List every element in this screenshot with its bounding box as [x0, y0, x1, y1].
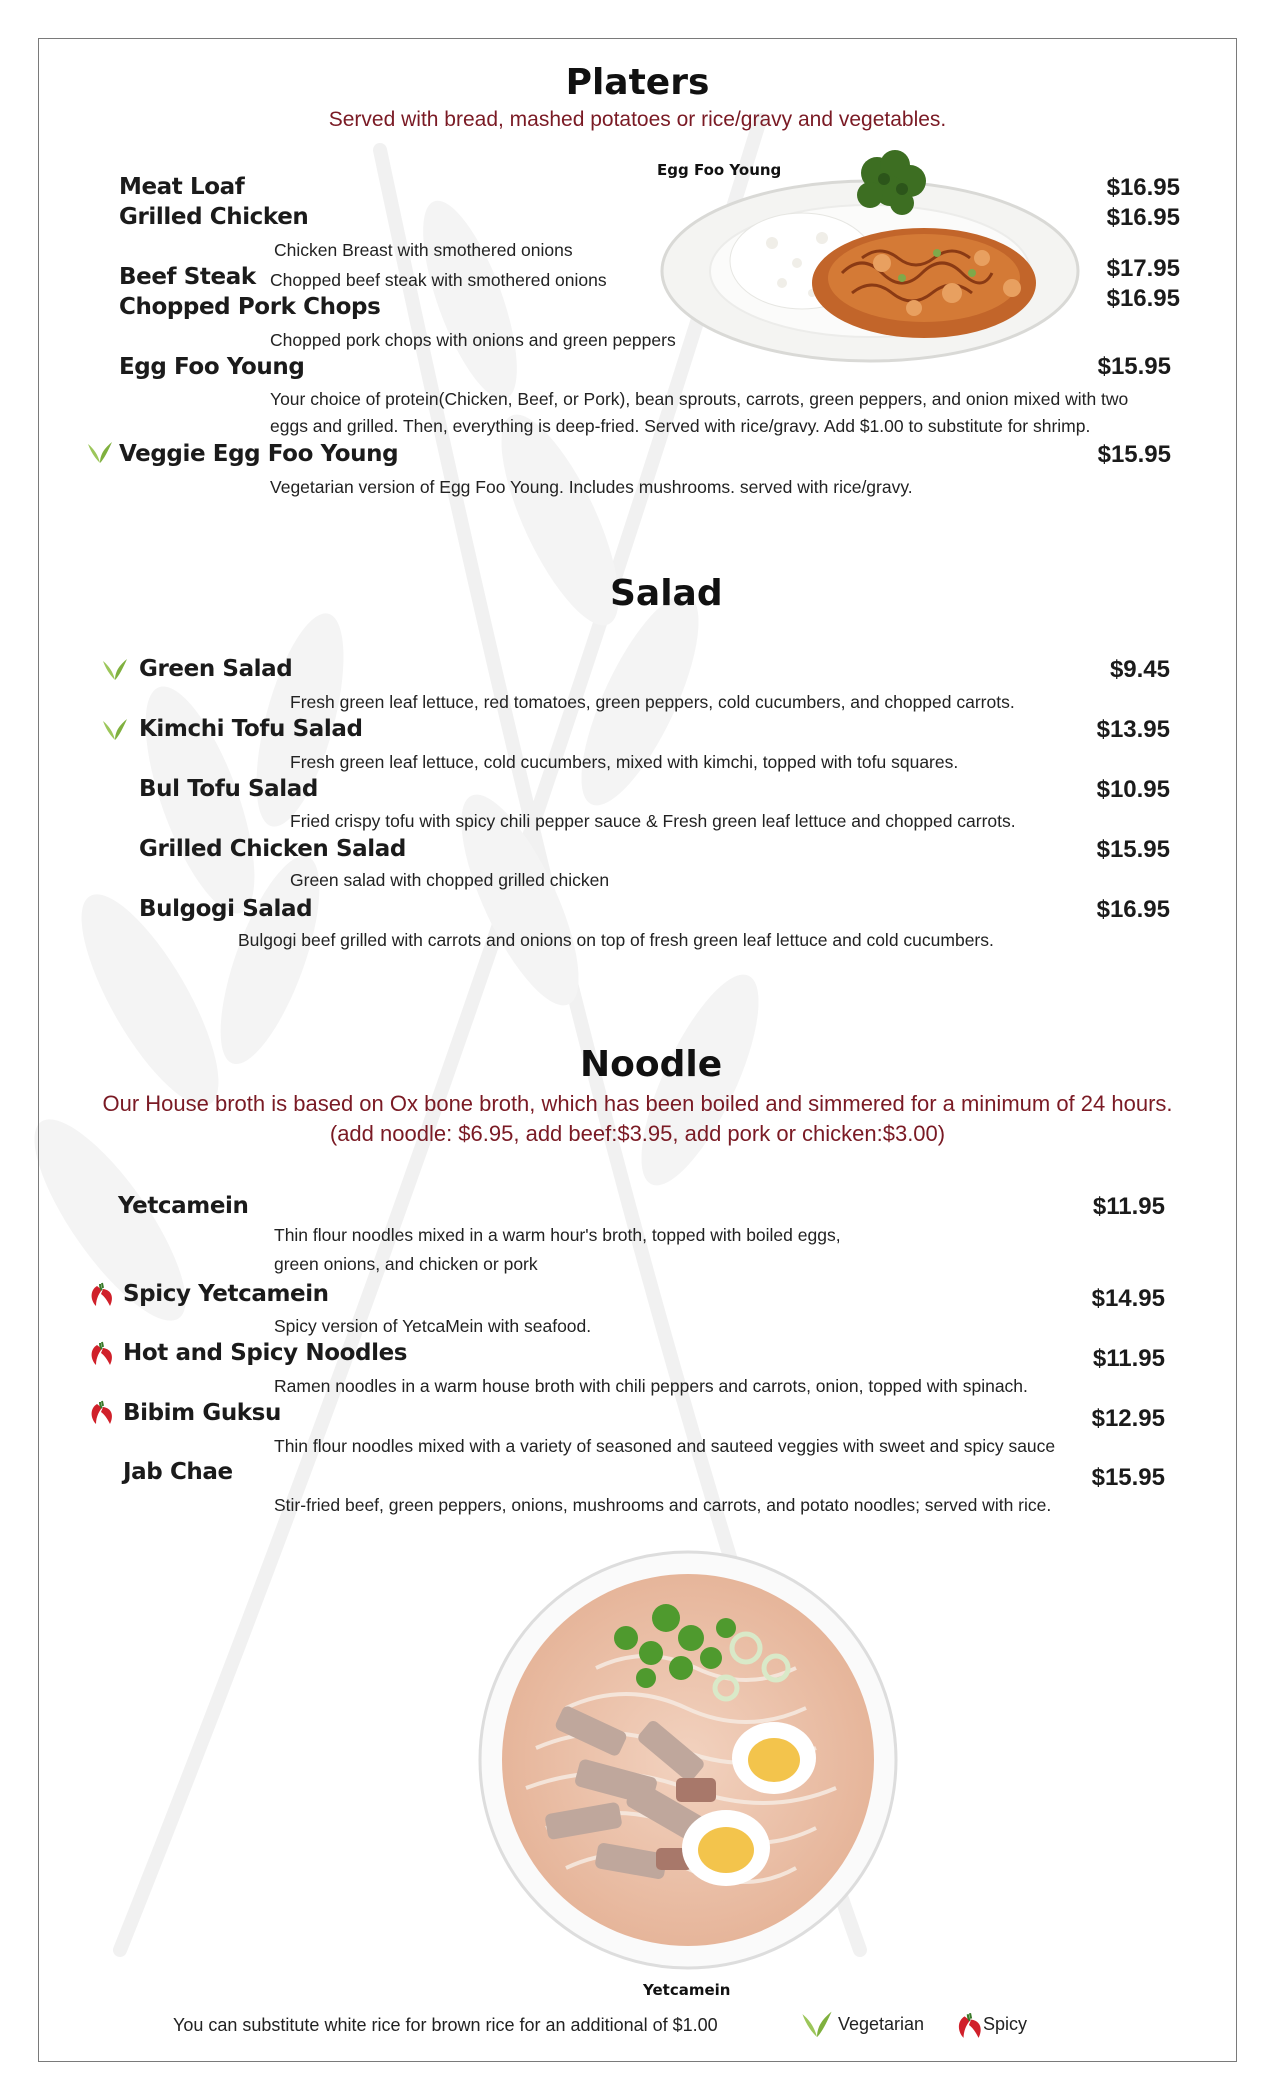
menu-item-name: Beef Steak — [119, 264, 256, 290]
menu-item-price: $16.95 — [1106, 174, 1180, 201]
menu-item-price: $17.95 — [1106, 255, 1180, 282]
menu-item-description: Chopped beef steak with smothered onions — [270, 270, 607, 290]
menu-item-price: $15.95 — [1096, 836, 1170, 863]
menu-item-price: $11.95 — [1092, 1345, 1165, 1372]
menu-item-description: Spicy version of YetcaMein with seafood. — [274, 1316, 592, 1336]
yetcamein-caption: Yetcamein — [643, 1981, 731, 1999]
egg-foo-young-caption: Egg Foo Young — [657, 161, 782, 179]
chili-pepper-icon — [88, 1398, 116, 1426]
menu-item-description: Fried crispy tofu with spicy chili pepper sauce & Fresh green leaf lettuce and chopped carrots. — [290, 811, 1016, 831]
menu-item-description: Ramen noodles in a warm house broth with chili peppers and carrots, onion, topped with spinach. — [274, 1376, 1028, 1396]
menu-item-description: Bulgogi beef grilled with carrots and onions on top of fresh green leaf lettuce and cold cucumbers. — [238, 930, 994, 950]
menu-item-name: Yetcamein — [118, 1193, 249, 1219]
menu-item-price: $10.95 — [1096, 776, 1170, 803]
menu-item-price: $16.95 — [1096, 896, 1170, 923]
egg-foo-young-photo — [652, 143, 1082, 365]
menu-item-name: Bulgogi Salad — [139, 896, 313, 922]
menu-item-price: $15.95 — [1097, 353, 1171, 380]
menu-item-name: Hot and Spicy Noodles — [123, 1340, 408, 1366]
menu-item-price: $9.45 — [1109, 656, 1170, 683]
menu-item-name: Jab Chae — [123, 1459, 233, 1485]
menu-item-price: $16.95 — [1106, 285, 1180, 312]
menu-item-name: Grilled Chicken Salad — [139, 836, 406, 862]
yetcamein-photo — [476, 1548, 900, 1972]
chili-pepper-icon — [88, 1280, 116, 1308]
legend-vegetarian: Vegetarian — [838, 2014, 925, 2034]
menu-item-description: green onions, and chicken or pork — [274, 1254, 538, 1274]
menu-item-description: Fresh green leaf lettuce, cold cucumbers, mixed with kimchi, topped with tofu squares. — [290, 752, 959, 772]
salad-title: Salad — [610, 573, 723, 614]
menu-item-name: Chopped Pork Chops — [119, 294, 381, 320]
menu-item-name: Veggie Egg Foo Young — [119, 441, 399, 467]
rice-substitution-note: You can substitute white rice for brown rice for an additional of $1.00 — [173, 2015, 718, 2035]
menu-item-price: $14.95 — [1091, 1285, 1165, 1312]
menu-item-description: Thin flour noodles mixed with a variety of seasoned and sauteed veggies with sweet and spicy sauce — [274, 1436, 1056, 1456]
leaf-icon — [800, 2010, 834, 2040]
noodle-subtitle: Our House broth is based on Ox bone broth, which has been boiled and simmered for a minimum of 24 hours. — [102, 1091, 1173, 1116]
menu-item-price: $15.95 — [1091, 1464, 1165, 1491]
menu-item-description: Your choice of protein(Chicken, Beef, or Pork), bean sprouts, carrots, green peppers, and onion mixed with two — [270, 389, 1129, 409]
menu-item-name: Green Salad — [139, 656, 293, 682]
menu-item-description: Chicken Breast with smothered onions — [274, 240, 573, 260]
menu-item-price: $13.95 — [1096, 716, 1170, 743]
menu-item-name: Grilled Chicken — [119, 204, 309, 230]
chili-pepper-icon — [955, 2010, 985, 2040]
menu-item-price: $11.95 — [1092, 1193, 1165, 1220]
legend-spicy: Spicy — [983, 2014, 1028, 2034]
menu-item-name: Bul Tofu Salad — [139, 776, 318, 802]
leaf-icon — [86, 441, 114, 465]
menu-item-name: Kimchi Tofu Salad — [139, 716, 363, 742]
menu-item-name: Spicy Yetcamein — [123, 1281, 329, 1307]
chili-pepper-icon — [88, 1339, 116, 1367]
leaf-icon — [101, 718, 129, 742]
menu-item-description: Chopped pork chops with onions and green peppers — [270, 330, 676, 350]
menu-item-description: Stir-fried beef, green peppers, onions, mushrooms and carrots, and potato noodles; served with rice. — [274, 1495, 1052, 1515]
noodle-title: Noodle — [580, 1044, 723, 1085]
menu-item-description: Green salad with chopped grilled chicken — [290, 870, 610, 890]
menu-item-description: Thin flour noodles mixed in a warm hour's broth, topped with boiled eggs, — [274, 1225, 841, 1245]
menu-item-price: $16.95 — [1106, 204, 1180, 231]
menu-item-price: $15.95 — [1097, 441, 1171, 468]
menu-item-name: Meat Loaf — [119, 174, 245, 200]
platers-title: Platers — [565, 62, 710, 103]
menu-item-description: Vegetarian version of Egg Foo Young. Includes mushrooms. served with rice/gravy. — [270, 477, 913, 497]
menu-item-description: eggs and grilled. Then, everything is deep-fried. Served with rice/gravy. Add $1.00 to substitute for shrimp. — [270, 416, 1091, 436]
menu-item-name: Egg Foo Young — [119, 354, 305, 380]
platers-subtitle: Served with bread, mashed potatoes or rice/gravy and vegetables. — [328, 108, 947, 131]
menu-item-description: Fresh green leaf lettuce, red tomatoes, green peppers, cold cucumbers, and chopped carrots. — [290, 692, 1015, 712]
menu-item-price: $12.95 — [1091, 1405, 1165, 1432]
leaf-icon — [101, 658, 129, 682]
menu-item-name: Bibim Guksu — [123, 1400, 281, 1426]
noodle-addons: (add noodle: $6.95, add beef:$3.95, add pork or chicken:$3.00) — [329, 1121, 946, 1146]
